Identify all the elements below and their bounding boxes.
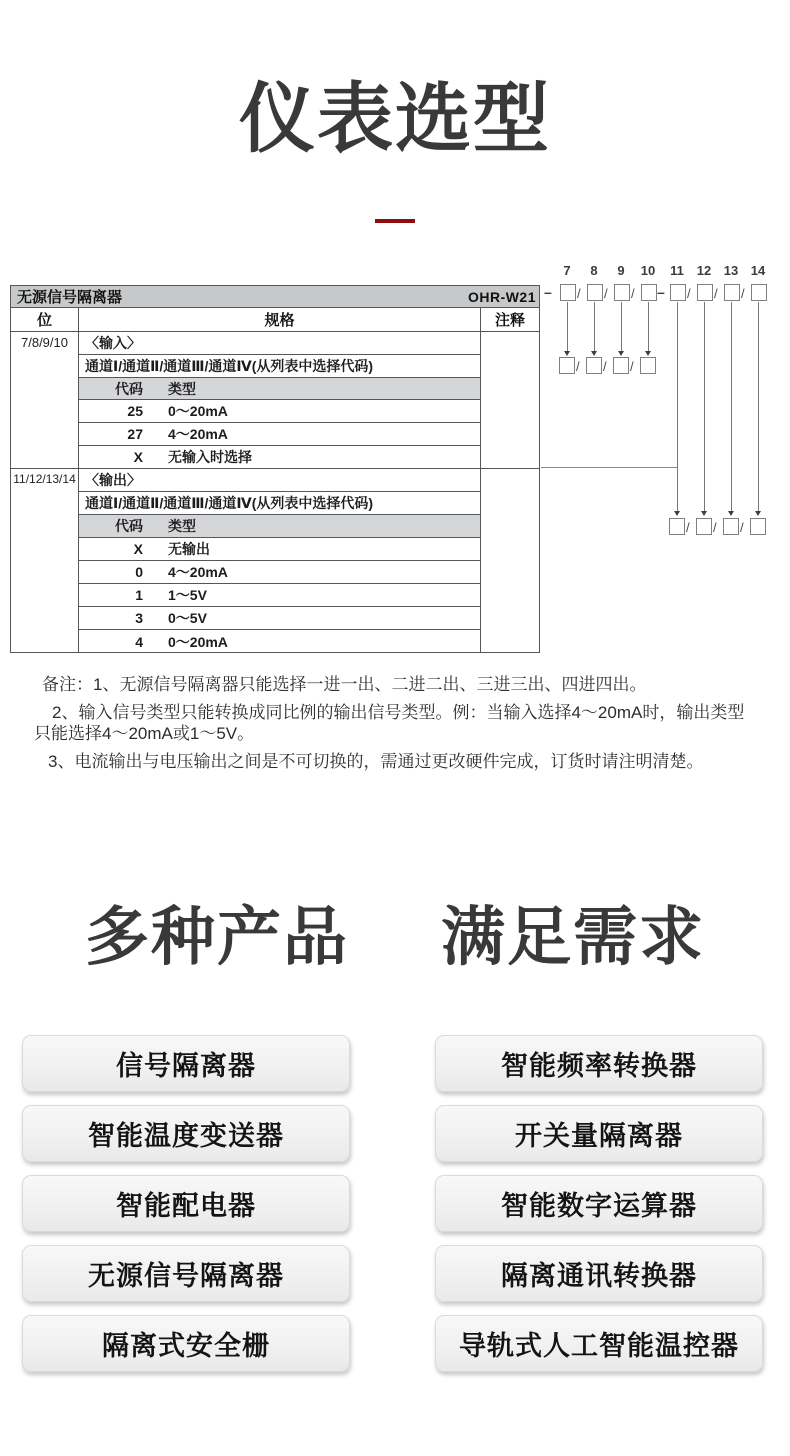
selection-table <box>10 285 540 653</box>
arrow-line <box>594 302 595 351</box>
code-box <box>696 518 712 535</box>
code-box <box>587 284 603 301</box>
product-button-switch-isolator[interactable]: 开关量隔离器 <box>435 1105 763 1162</box>
arrow-line <box>731 302 732 511</box>
arrow-line <box>758 302 759 511</box>
table-row <box>79 561 481 584</box>
arrowhead-icon <box>618 351 624 356</box>
table-row <box>79 446 481 469</box>
table-row <box>79 423 481 446</box>
code-box <box>669 518 685 535</box>
arrow-line <box>677 302 678 511</box>
position-number: 10 <box>640 263 656 278</box>
type-header: 类型 <box>168 518 196 534</box>
slash-separator: / <box>577 286 581 301</box>
slash-separator: / <box>631 286 635 301</box>
arrowhead-icon <box>564 351 570 356</box>
row-code: 3 <box>135 610 143 626</box>
position-number: 13 <box>723 263 739 278</box>
product-button-signal-isolator[interactable]: 信号隔离器 <box>22 1035 350 1092</box>
slash-separator: / <box>741 286 745 301</box>
product-button-comm-converter[interactable]: 隔离通讯转换器 <box>435 1245 763 1302</box>
row-code: X <box>133 541 143 557</box>
col-header-note: 注释 <box>481 308 539 332</box>
product-button-digital-calculator[interactable]: 智能数字运算器 <box>435 1175 763 1232</box>
products-title-part2: 满足需求 <box>441 901 705 973</box>
code-box <box>697 284 713 301</box>
row-type: 无输出 <box>168 541 210 557</box>
output-section-label: 〈输出〉 <box>79 469 481 492</box>
arrowhead-icon <box>728 511 734 516</box>
dash-separator: – <box>657 284 665 300</box>
row-type: 0～5V <box>168 610 207 626</box>
dash-separator: – <box>544 284 552 300</box>
arrowhead-icon <box>645 351 651 356</box>
note-line: 2、输入信号类型只能转换成同比例的输出信号类型。例：当输入选择4～20mA时，输出类型只能选择4～20mA或1～5V。 <box>34 703 745 743</box>
slash-separator: / <box>714 286 718 301</box>
row-code: 25 <box>127 403 143 419</box>
row-code: 0 <box>135 564 143 580</box>
arrow-line <box>704 302 705 511</box>
code-box <box>670 284 686 301</box>
table-title-row <box>11 286 539 308</box>
position-number: 12 <box>696 263 712 278</box>
product-button-temperature-transmitter[interactable]: 智能温度变送器 <box>22 1105 350 1162</box>
row-type: 4～20mA <box>168 426 228 442</box>
products-title-part1: 多种产品 <box>85 901 349 973</box>
type-header: 类型 <box>168 380 196 397</box>
table-row <box>79 607 481 630</box>
table-row <box>79 400 481 423</box>
position-number: 9 <box>617 263 625 278</box>
code-box <box>723 518 739 535</box>
product-name: 无源信号隔离器 <box>17 289 123 306</box>
row-type: 无输入时选择 <box>168 449 252 465</box>
position-number: 14 <box>750 263 766 278</box>
arrowhead-icon <box>701 511 707 516</box>
input-section-label: 〈输入〉 <box>79 332 481 355</box>
arrowhead-icon <box>674 511 680 516</box>
code-header: 代码 <box>115 518 143 534</box>
product-button-frequency-converter[interactable]: 智能频率转换器 <box>435 1035 763 1092</box>
input-positions: 7/8/9/10 <box>11 332 79 469</box>
note-line: 3、电流输出与电压输出之间是不可切换的，需通过更改硬件完成，订货时请注明清楚。 <box>48 752 704 771</box>
table-row <box>79 538 481 561</box>
position-number: 8 <box>590 263 598 278</box>
slash-separator: / <box>740 520 744 535</box>
code-box <box>641 284 657 301</box>
note-line: 备注：1、无源信号隔离器只能选择一进一出、二进二出、三进三出、四进四出。 <box>42 675 647 694</box>
input-code-header-row <box>79 378 481 400</box>
code-header: 代码 <box>115 380 143 397</box>
row-type: 4～20mA <box>168 564 228 580</box>
output-channels-label: 通道Ⅰ/通道Ⅱ/通道Ⅲ/通道Ⅳ(从列表中选择代码) <box>79 492 481 515</box>
arrow-line <box>567 302 568 351</box>
slash-separator: / <box>686 520 690 535</box>
product-button-rail-ai-temp-controller[interactable]: 导轨式人工智能温控器 <box>435 1315 763 1372</box>
code-box <box>724 284 740 301</box>
connector-line <box>541 467 677 468</box>
code-box <box>559 357 575 374</box>
notes <box>34 674 756 779</box>
slash-separator: / <box>576 359 580 374</box>
slash-separator: / <box>630 359 634 374</box>
product-button-safety-barrier[interactable]: 隔离式安全栅 <box>22 1315 350 1372</box>
code-box <box>750 518 766 535</box>
row-code: 1 <box>135 587 143 603</box>
arrowhead-icon <box>755 511 761 516</box>
position-number: 7 <box>563 263 571 278</box>
row-type: 0～20mA <box>168 403 228 419</box>
page-title: 仪表选型 <box>239 77 551 162</box>
arrowhead-icon <box>591 351 597 356</box>
code-box <box>751 284 767 301</box>
position-number: 11 <box>670 263 684 278</box>
col-header-pos: 位 <box>11 308 79 332</box>
products-title <box>0 886 790 978</box>
slash-separator: / <box>687 286 691 301</box>
code-box <box>560 284 576 301</box>
input-note-cell <box>481 332 539 469</box>
row-code: X <box>133 449 143 465</box>
row-code: 4 <box>135 633 143 650</box>
col-header-spec: 规格 <box>79 308 481 332</box>
product-grid <box>22 1035 763 1372</box>
output-positions: 11/12/13/14 <box>11 469 79 653</box>
slash-separator: / <box>604 286 608 301</box>
row-type: 1～5V <box>168 587 207 603</box>
product-button-passive-signal-isolator[interactable]: 无源信号隔离器 <box>22 1245 350 1302</box>
row-code: 27 <box>127 426 143 442</box>
table-row <box>79 584 481 607</box>
output-note-cell <box>481 469 539 653</box>
product-button-distributor[interactable]: 智能配电器 <box>22 1175 350 1232</box>
code-box <box>613 357 629 374</box>
code-box <box>640 357 656 374</box>
row-type: 0～20mA <box>168 633 228 650</box>
title-underline <box>375 219 415 223</box>
model-code: OHR-W21 <box>467 288 536 305</box>
code-box <box>614 284 630 301</box>
code-box <box>586 357 602 374</box>
input-channels-label: 通道Ⅰ/通道Ⅱ/通道Ⅲ/通道Ⅳ(从列表中选择代码) <box>79 355 481 378</box>
slash-separator: / <box>603 359 607 374</box>
arrow-line <box>621 302 622 351</box>
output-code-header-row <box>79 515 481 538</box>
table-row <box>79 630 481 653</box>
slash-separator: / <box>713 520 717 535</box>
arrow-line <box>648 302 649 351</box>
